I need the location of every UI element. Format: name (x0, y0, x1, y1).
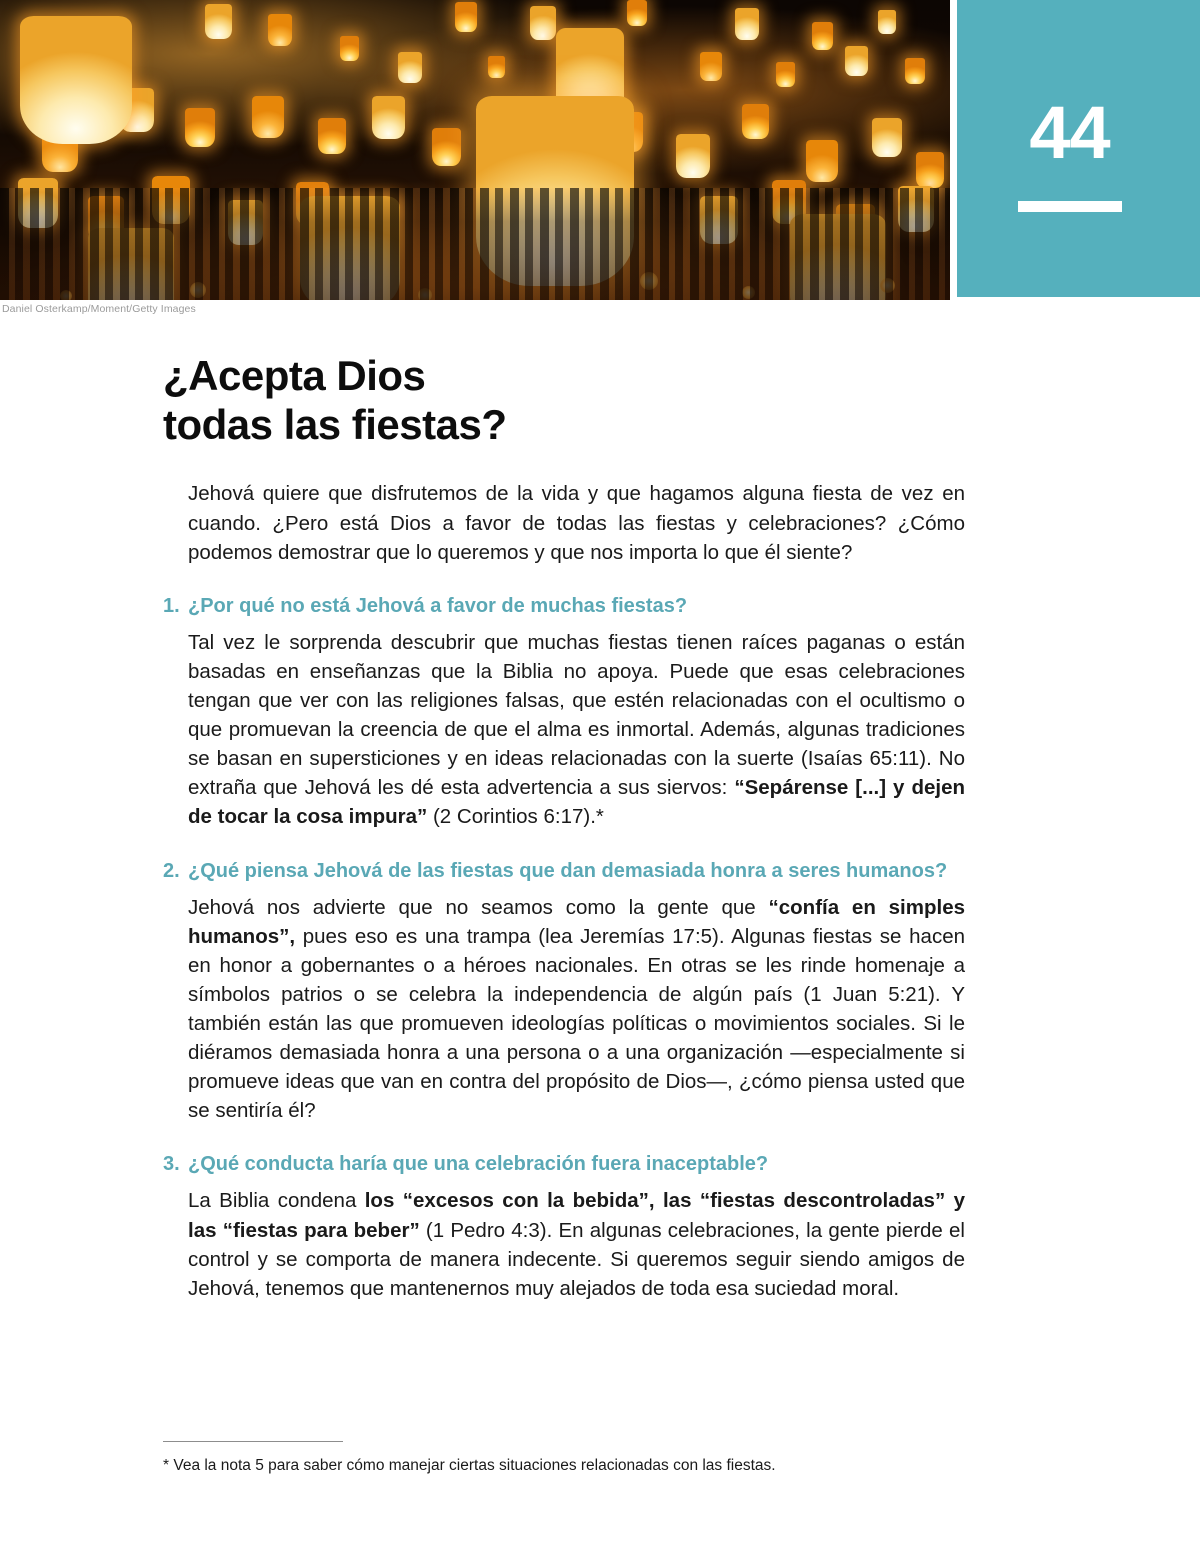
photo-credit: Daniel Osterkamp/Moment/Getty Images (2, 303, 196, 315)
answer-3-part2: (1 Pedro 4:3). En algunas celebraciones, la gente pierde el control y se comporta de manera indecente. Si queremos seguir siendo amigos de Jehová, tenemos que mantenernos muy alejados de toda esa suciedad moral. (188, 1218, 965, 1300)
lantern (455, 2, 477, 32)
question-text-1: ¿Por qué no está Jehová a favor de muchas fiestas? (188, 594, 688, 617)
sky-lantern-festival-photo (0, 0, 950, 300)
lantern-large (20, 16, 132, 144)
question-heading-2 (163, 858, 965, 884)
question-number-1: 1. (163, 594, 180, 617)
page-title (163, 352, 965, 449)
answer-1-scripture-quote: “Sepárense [...] y dejen de tocar la cosa impura” (188, 776, 965, 829)
answer-paragraph-3 (188, 1186, 965, 1302)
lesson-number-underline (1018, 201, 1122, 212)
answer-2-part2: pues eso es una trampa (lea Jeremías 17:5). Algunas fiestas se hacen en honor a gobernantes o a héroes nacionales. En otras se les rinde homenaje a símbolos patrios o se celebra la independencia de algún país (1 Juan 5:21). Y también están las que promueven ideologías políticas o movimientos sociales. Si le diéramos demasiada honra a una persona o a una organización —especialmente si promueve ideas que van en contra del propósito de Dios—, ¿cómo piensa usted que se sentiría él? (188, 924, 965, 1123)
footnote-divider (163, 1441, 343, 1442)
lantern (488, 56, 505, 78)
footnote-section (163, 1441, 965, 1477)
lantern (872, 118, 902, 157)
lantern (372, 96, 405, 139)
lantern (916, 152, 944, 188)
question-heading-3 (163, 1151, 965, 1177)
lantern (205, 4, 232, 39)
lantern (806, 140, 838, 182)
question-heading-1 (163, 593, 965, 619)
lantern (905, 58, 925, 84)
lantern (268, 14, 292, 46)
lesson-number-block (957, 0, 1200, 297)
lantern (845, 46, 868, 76)
answer-paragraph-1 (188, 628, 965, 832)
lantern (878, 10, 896, 34)
answer-1-part1: Tal vez le sorprenda descubrir que muchas fiestas tienen raíces paganas o están basadas en enseñanzas que la Biblia no apoya. Puede que esas celebraciones tengan que ver con las religiones falsas, que estén relacionadas con el ocultismo o que promuevan la creencia de que el alma es inmortal. Además, algunas tradiciones se basan en supersticiones y en ideas relacionadas con la suerte (Isaías 65:11). No extraña que Jehová les dé esta advertencia a sus siervos: (188, 630, 965, 800)
lantern (530, 6, 556, 40)
answer-3-scripture-quote: los “excesos con la bebida”, las “fiestas descontroladas” y las “fiestas para beber” (188, 1189, 965, 1242)
answer-2-scripture-quote: “confía en simples humanos”, (188, 895, 965, 948)
lantern (812, 22, 833, 50)
answer-block-1 (188, 628, 965, 832)
question-text-3: ¿Qué conducta haría que una celebración fuera inaceptable? (188, 1153, 769, 1176)
page-title-line-2: todas las fiestas? (163, 400, 507, 448)
lantern (676, 134, 710, 178)
answer-2-part1: Jehová nos advierte que no seamos como la gente que (188, 895, 769, 919)
lantern (432, 128, 461, 166)
crowd-silhouette (0, 188, 950, 300)
hero-banner (0, 0, 1200, 300)
lantern (776, 62, 795, 87)
answer-3-part1: La Biblia condena (188, 1189, 365, 1213)
answer-block-2 (188, 893, 965, 1126)
intro-block (188, 479, 965, 566)
question-text-2: ¿Qué piensa Jehová de las fiestas que dan demasiada honra a seres humanos? (188, 859, 948, 882)
question-number-3: 3. (163, 1153, 180, 1176)
answer-1-part2: (2 Corintios 6:17).* (427, 805, 604, 829)
answer-block-3 (188, 1186, 965, 1302)
lantern (627, 0, 647, 26)
lantern (185, 108, 215, 147)
intro-paragraph: Jehová quiere que disfrutemos de la vida y que hagamos alguna fiesta de vez en cuando. ¿Pero está Dios a favor de todas las fiestas y celebraciones? ¿Cómo podemos demostrar que lo queremos y que nos importa lo que él siente? (188, 482, 965, 564)
lantern (700, 52, 722, 81)
page-title-line-1: ¿Acepta Dios (163, 352, 426, 399)
footnote-text: * Vea la nota 5 para saber cómo manejar ciertas situaciones relacionadas con las fiestas. (163, 1457, 776, 1474)
lantern (735, 8, 759, 40)
lesson-number: 44 (1029, 91, 1110, 174)
question-number-2: 2. (163, 859, 180, 882)
lantern (252, 96, 284, 138)
lantern (318, 118, 346, 154)
lantern (398, 52, 422, 83)
answer-paragraph-2 (188, 893, 965, 1126)
lantern (742, 104, 769, 139)
lantern (340, 36, 359, 61)
article (163, 352, 965, 1303)
